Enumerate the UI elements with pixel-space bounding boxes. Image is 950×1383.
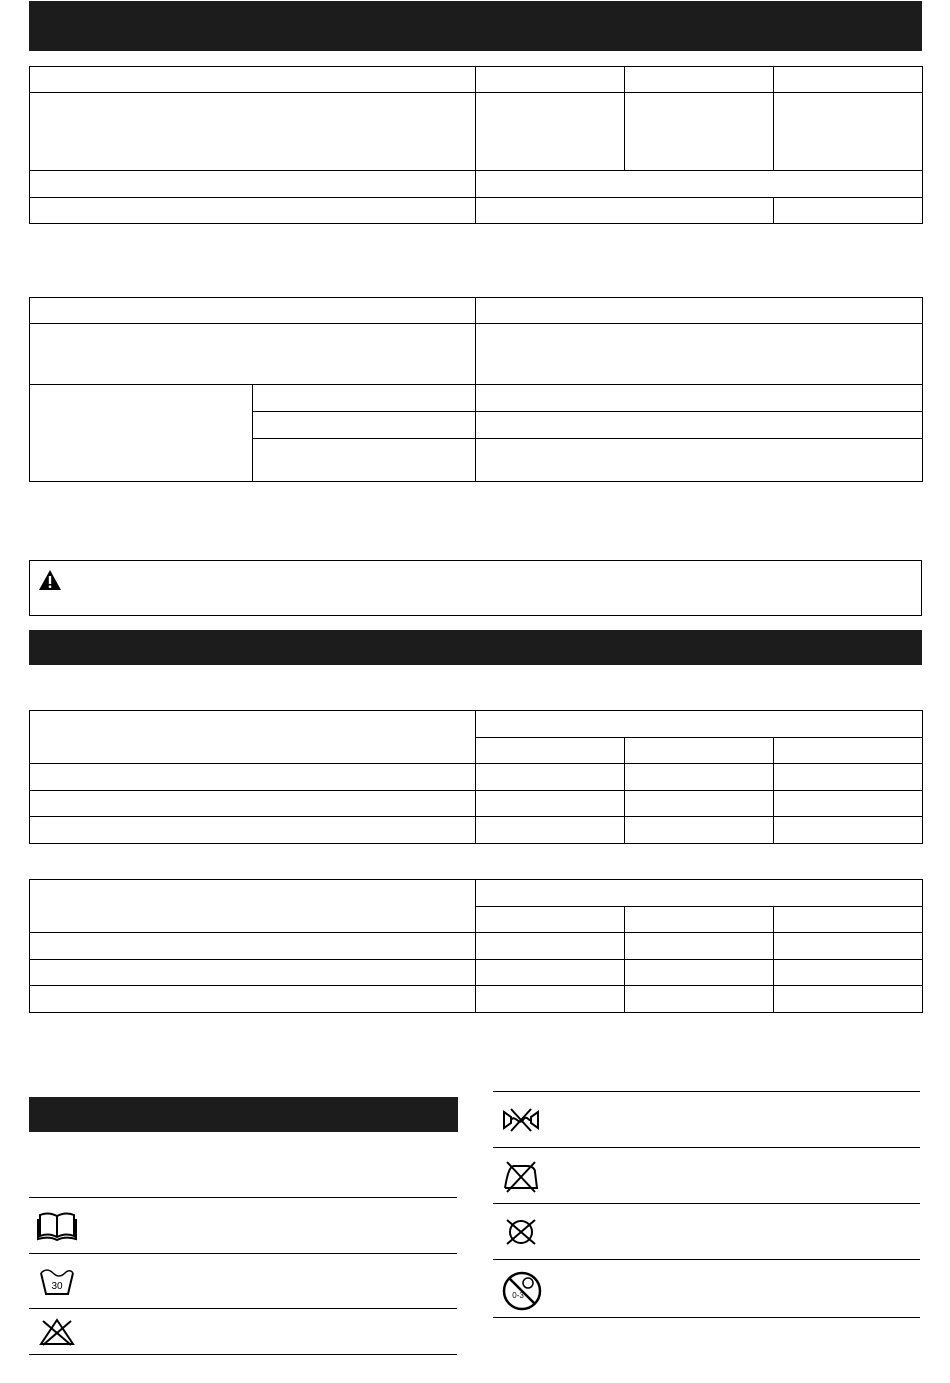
list-item: [493, 1203, 920, 1259]
battery-value-cell: [476, 385, 923, 412]
spec-value-cell: [774, 198, 923, 224]
product-header-cell: [476, 711, 923, 738]
spec-value-cell: [774, 93, 923, 171]
product-subheader-cell: [476, 907, 625, 933]
spec-value-cell: [625, 67, 774, 93]
spec-value-cell: [625, 93, 774, 171]
applicable-products-header-bar: [29, 630, 922, 665]
product-cell: [30, 764, 476, 791]
spec-label-cell: [30, 67, 476, 93]
product-table-2: [29, 879, 923, 1013]
product-cell: [30, 791, 476, 817]
battery-value-cell: [476, 412, 923, 439]
battery-sublabel-cell: [253, 412, 476, 439]
symbols-header-bar: [29, 1097, 458, 1132]
list-item: [29, 1197, 457, 1253]
no-iron-icon: [501, 1158, 541, 1199]
table-row: [30, 960, 923, 986]
no-wring-icon: [501, 1104, 541, 1141]
list-item: [493, 1091, 920, 1147]
product-cell: [774, 986, 923, 1013]
spec-value-cell: [476, 67, 625, 93]
product-subheader-cell: [625, 738, 774, 764]
child-age-text: 0-3: [512, 1291, 524, 1300]
list-item: [493, 1259, 920, 1317]
table-row: [30, 324, 923, 385]
product-subheader-cell: [774, 907, 923, 933]
read-manual-icon: [37, 1210, 77, 1247]
table-row: [30, 764, 923, 791]
battery-value-cell: [476, 324, 923, 385]
warning-box: [29, 560, 922, 616]
spec-label-cell: [30, 198, 476, 224]
product-cell: [476, 986, 625, 1013]
product-subheader-cell: [476, 738, 625, 764]
battery-table: [29, 297, 923, 482]
product-cell: [476, 791, 625, 817]
symbols-left-list: [29, 1197, 457, 1355]
table-row: [30, 711, 923, 738]
product-cell: [476, 960, 625, 986]
battery-label-cell: [30, 324, 476, 385]
product-cell: [476, 817, 625, 844]
table-row: [30, 93, 923, 171]
spec-value-cell: [476, 171, 923, 198]
battery-value-cell: [476, 298, 923, 324]
table-row: [30, 385, 923, 412]
symbols-right-list: [493, 1091, 920, 1318]
product-cell: [625, 986, 774, 1013]
product-subheader-cell: [625, 907, 774, 933]
spec-label-cell: [30, 93, 476, 171]
product-subheader-cell: [774, 738, 923, 764]
product-cell: [30, 960, 476, 986]
table-row: [30, 198, 923, 224]
battery-sublabel-cell: [253, 439, 476, 482]
product-cell: [625, 764, 774, 791]
table-row: [30, 880, 923, 907]
specifications-header-bar: [29, 1, 922, 51]
spec-value-cell: [774, 67, 923, 93]
table-row: [30, 298, 923, 324]
warning-triangle-icon: [38, 569, 62, 596]
list-item: [493, 1147, 920, 1203]
not-for-children-0-3-icon: [501, 1270, 543, 1317]
product-label-cell: [30, 711, 476, 764]
product-cell: [625, 960, 774, 986]
product-cell: [30, 817, 476, 844]
product-label-cell: [30, 880, 476, 933]
wash-30-icon: [37, 1266, 77, 1303]
product-cell: [30, 933, 476, 960]
product-cell: [30, 986, 476, 1013]
product-cell: [476, 764, 625, 791]
spec-label-cell: [30, 171, 476, 198]
table-row: [30, 933, 923, 960]
product-cell: [625, 817, 774, 844]
wash-temp-text: 30: [51, 1281, 63, 1292]
table-row: [30, 791, 923, 817]
product-cell: [476, 933, 625, 960]
table-row: [30, 171, 923, 198]
spec-value-cell: [476, 93, 625, 171]
table-row: [30, 986, 923, 1013]
product-header-cell: [476, 880, 923, 907]
product-cell: [774, 791, 923, 817]
no-dry-clean-icon: [501, 1216, 541, 1253]
list-item: [29, 1308, 457, 1354]
product-cell: [625, 933, 774, 960]
product-table-1: [29, 710, 923, 844]
spec-value-cell: [476, 198, 774, 224]
list-item: [29, 1253, 457, 1308]
product-cell: [774, 764, 923, 791]
battery-group-cell: [30, 385, 253, 482]
product-cell: [625, 791, 774, 817]
product-cell: [774, 933, 923, 960]
table-row: [30, 67, 923, 93]
no-bleach-icon: [37, 1317, 77, 1352]
specifications-table: [29, 66, 923, 224]
product-cell: [774, 960, 923, 986]
product-cell: [774, 817, 923, 844]
battery-label-cell: [30, 298, 476, 324]
table-row: [30, 817, 923, 844]
battery-value-cell: [476, 439, 923, 482]
battery-sublabel-cell: [253, 385, 476, 412]
